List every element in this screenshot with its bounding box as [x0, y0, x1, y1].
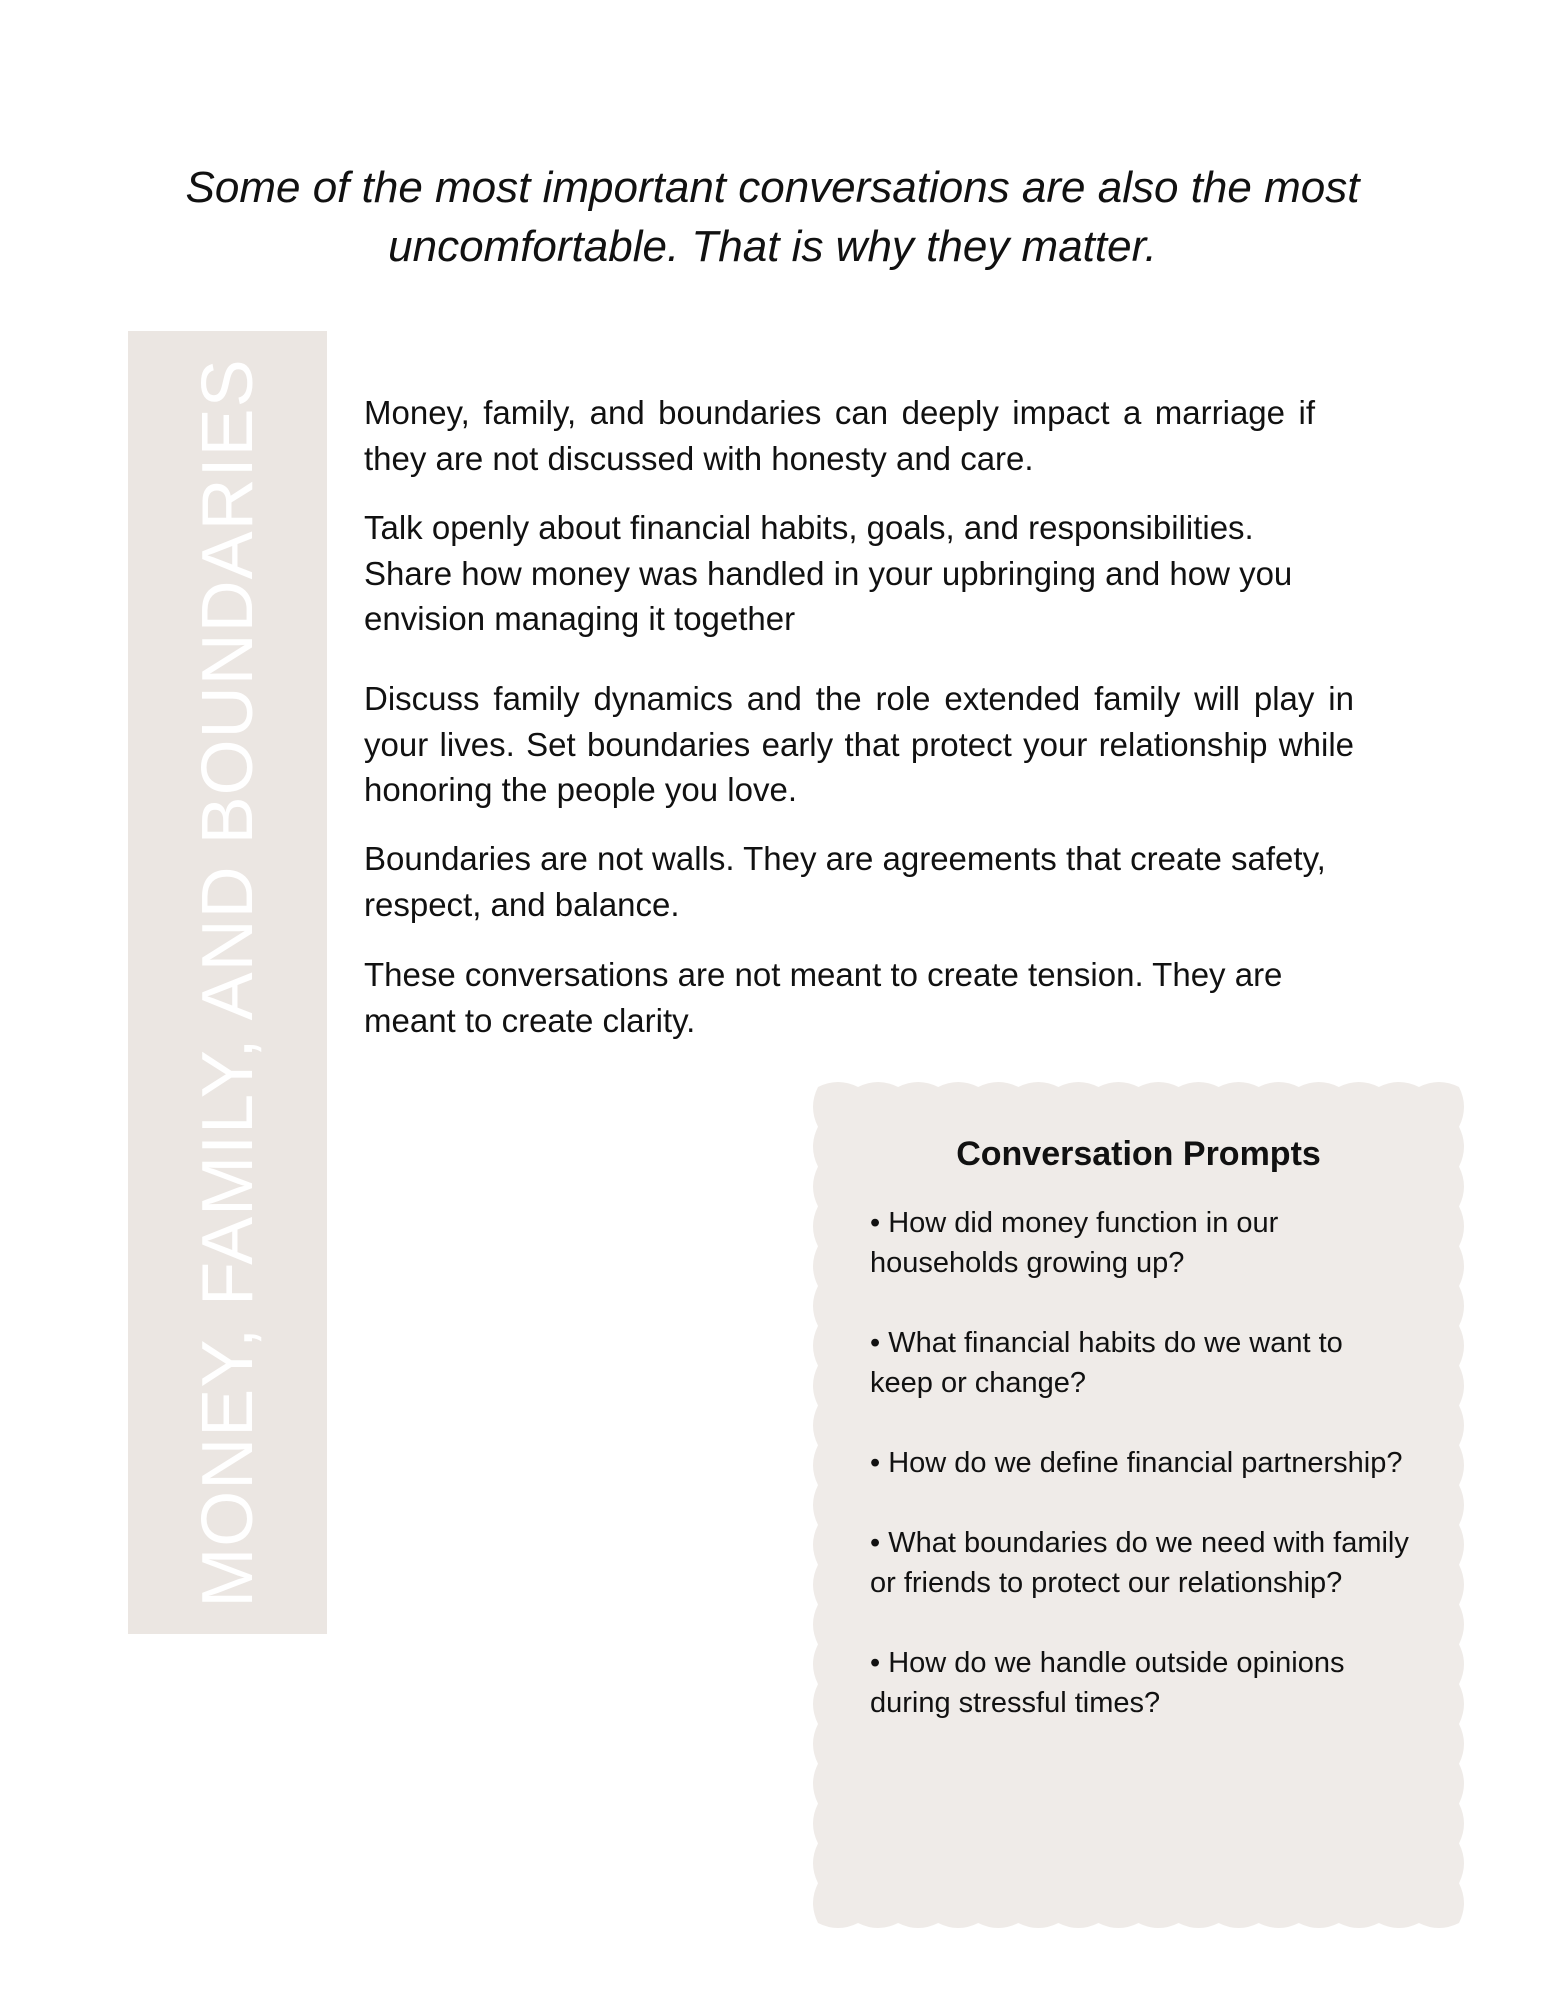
prompt-item: • How did money function in our households growing up? [870, 1207, 1279, 1279]
body-paragraph-financial: Talk openly about financial habits, goals, and responsibilities. Share how money was handled in your upbringing and how you envision managing it together [364, 509, 1293, 637]
section-title: MONEY, FAMILY, AND BOUNDARIES [187, 357, 268, 1608]
prompts-list [870, 1203, 1410, 1763]
body-paragraph-family: Discuss family dynamics and the role extended family will play in your lives. Set boundaries early that protect your relationship while honoring the people you love. [364, 680, 1354, 808]
prompt-item: • How do we define financial partnership? [870, 1447, 1403, 1479]
body-paragraph-intro: Money, family, and boundaries can deeply impact a marriage if they are not discussed with honesty and care. [364, 394, 1315, 477]
prompt-item: • What boundaries do we need with family or friends to protect our relationship? [870, 1527, 1409, 1599]
prompt-item: • What financial habits do we want to keep or change? [870, 1327, 1343, 1399]
conversation-prompts-card [806, 1075, 1471, 1935]
prompt-item: • How do we handle outside opinions during stressful times? [870, 1647, 1345, 1719]
section-side-band [128, 331, 327, 1634]
prompts-title: Conversation Prompts [956, 1135, 1321, 1173]
page-quote: Some of the most important conversations are also the most uncomfortable. That is why they matter. [185, 163, 1360, 271]
body-paragraph-clarity: These conversations are not meant to create tension. They are meant to create clarity. [364, 956, 1283, 1039]
body-paragraph-boundaries: Boundaries are not walls. They are agreements that create safety, respect, and balance. [364, 840, 1326, 923]
